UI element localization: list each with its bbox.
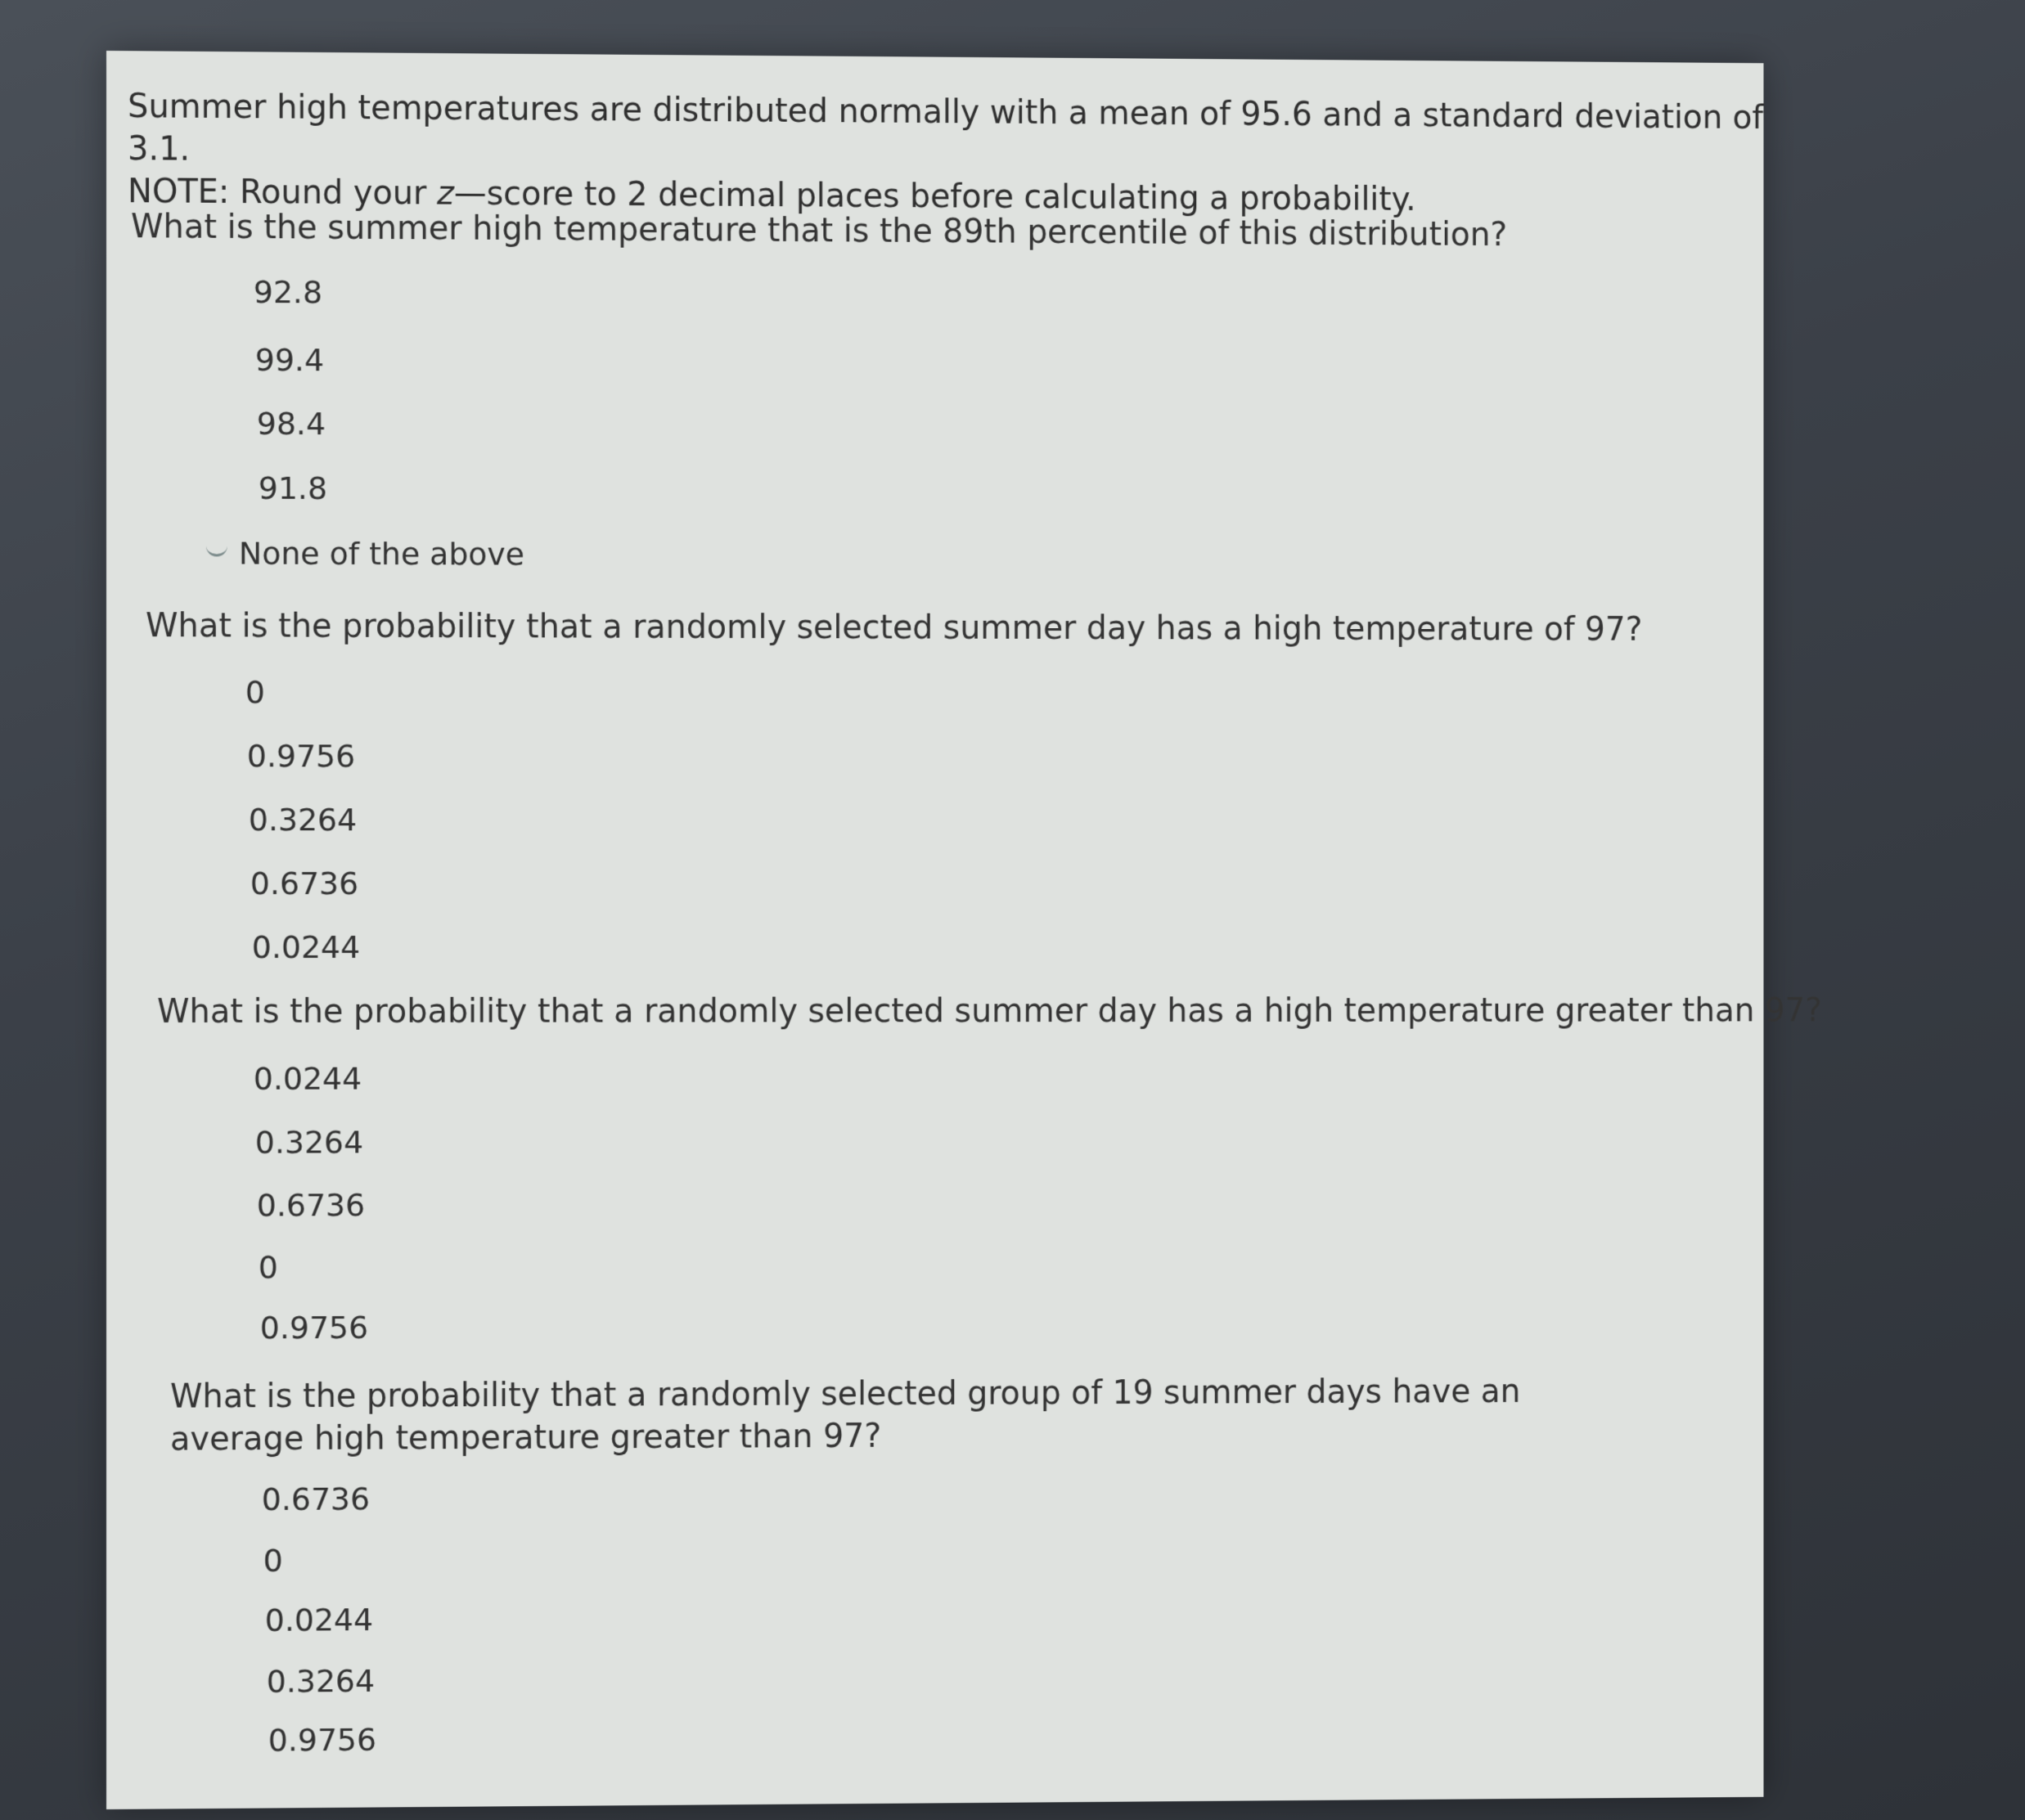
option-label: 0.9756	[259, 1309, 369, 1346]
question-2-option-2[interactable]	[214, 738, 355, 774]
question-4-option-2[interactable]	[231, 1543, 283, 1579]
radio-button[interactable]	[213, 681, 234, 703]
quiz-panel	[106, 51, 1822, 1809]
option-label: 0.6736	[250, 865, 359, 902]
option-label: None of the above	[238, 535, 524, 573]
option-label: 0.0244	[253, 1060, 362, 1097]
option-label: 0.3264	[248, 802, 358, 838]
radio-button[interactable]	[226, 478, 247, 499]
option-label: 0.9756	[246, 738, 356, 775]
question-2-option-5[interactable]	[219, 929, 360, 965]
option-label: 0.3264	[266, 1662, 376, 1700]
question-2-prompt: What is the probability that a randomly selected summer day has a high temperature of 97?	[145, 607, 1643, 649]
radio-button-selected[interactable]	[206, 542, 227, 556]
question-4-option-1[interactable]	[229, 1481, 370, 1517]
option-label: 0.3264	[254, 1124, 364, 1161]
question-1-prompt: What is the summer high temperature that is the 89th percentile of this distribution?	[130, 208, 1508, 254]
radio-button[interactable]	[219, 937, 241, 958]
question-2-option-1[interactable]	[213, 674, 265, 710]
question-1-option-1[interactable]	[221, 274, 322, 311]
option-label: 0.6736	[256, 1187, 366, 1224]
radio-button[interactable]	[221, 281, 242, 303]
radio-button[interactable]	[224, 1195, 245, 1216]
radio-button[interactable]	[227, 1317, 249, 1338]
question-1-option-2[interactable]	[223, 342, 324, 379]
question-1-option-3[interactable]	[224, 406, 326, 442]
radio-button[interactable]	[221, 1068, 242, 1090]
option-label: 0.0244	[251, 929, 361, 965]
radio-button[interactable]	[232, 1610, 254, 1631]
option-label: 0.9756	[268, 1721, 377, 1759]
option-label: 98.4	[256, 405, 326, 443]
radio-button[interactable]	[218, 873, 239, 894]
question-4-prompt: What is the probability that a randomly selected group of 19 summer days have an average high temperature greater than 97?	[169, 1373, 1521, 1458]
radio-button[interactable]	[224, 413, 245, 434]
question-4-option-4[interactable]	[234, 1663, 375, 1700]
question-3-prompt: What is the probability that a randomly selected summer day has a high temperature greater than 97?	[156, 991, 1822, 1031]
question-1-option-5[interactable]	[206, 535, 524, 572]
option-label: 92.8	[253, 274, 323, 311]
question-4-option-3[interactable]	[232, 1602, 373, 1638]
problem-line-1: Summer high temperatures are distributed normally with a mean of 95.6 and a standard deviation of 3.1.	[127, 88, 1764, 169]
radio-button[interactable]	[214, 745, 236, 766]
note-prefix: NOTE: Round your	[127, 173, 438, 213]
question-2-option-3[interactable]	[216, 802, 357, 838]
question-3-option-3[interactable]	[224, 1187, 365, 1223]
problem-statement	[128, 85, 1764, 222]
question-3-option-4[interactable]	[226, 1249, 278, 1285]
note-suffix: —score to 2 decimal places before calculating a probability.	[453, 174, 1416, 218]
z-variable: z	[437, 174, 454, 213]
option-label: 91.8	[258, 470, 328, 506]
radio-button[interactable]	[229, 1489, 250, 1510]
option-label: 0.6736	[261, 1481, 371, 1518]
radio-button[interactable]	[236, 1730, 257, 1751]
option-label: 99.4	[254, 341, 325, 379]
radio-button[interactable]	[223, 349, 244, 371]
question-2-option-4[interactable]	[218, 865, 358, 901]
radio-button[interactable]	[216, 809, 237, 830]
option-label: 0	[263, 1542, 283, 1579]
radio-button[interactable]	[234, 1671, 255, 1692]
radio-button[interactable]	[223, 1132, 244, 1153]
question-3-option-5[interactable]	[227, 1310, 368, 1346]
question-3-option-1[interactable]	[221, 1061, 362, 1097]
radio-button[interactable]	[226, 1257, 247, 1278]
option-label: 0.0244	[264, 1602, 374, 1638]
question-4-option-5[interactable]	[236, 1722, 376, 1759]
question-3-option-2[interactable]	[223, 1124, 363, 1160]
option-label: 0	[258, 1249, 278, 1286]
radio-button[interactable]	[231, 1550, 252, 1571]
question-1-option-4[interactable]	[226, 470, 327, 506]
option-label: 0	[245, 674, 265, 711]
